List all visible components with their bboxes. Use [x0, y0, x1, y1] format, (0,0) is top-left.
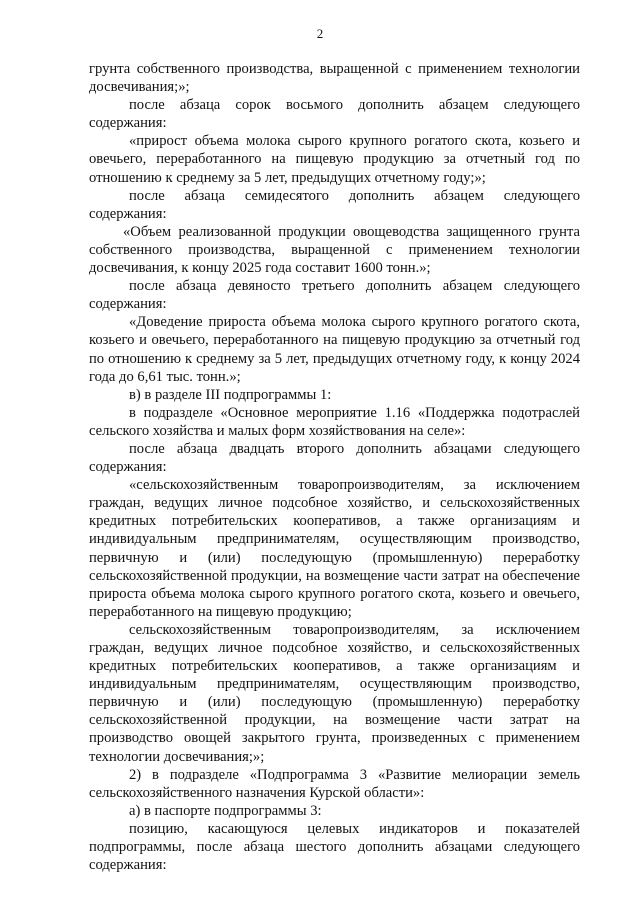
paragraph: а) в паспорте подпрограммы 3: — [129, 802, 322, 819]
paragraph: грунта собственного производства, выращенной с применением технологии досвечивания;»; — [89, 61, 580, 96]
paragraph: в) в разделе III подпрограммы 1: — [129, 386, 332, 403]
document-body — [89, 60, 580, 874]
paragraph: «прирост объема молока сырого крупного рогатого скота, козьего и овечьего, переработанного на пищевую продукцию за отчетный год по отношению к среднему за 5 лет, предыдущих отчетному году;»; — [89, 133, 580, 186]
paragraph: после абзаца двадцать второго дополнить абзацами следующего содержания: — [89, 440, 580, 476]
paragraph: в подразделе «Основное мероприятие 1.16 «Поддержка подотраслей сельского хозяйства и малых форм хозяйствования на селе»: — [89, 404, 580, 439]
paragraph: сельскохозяйственным товаропроизводителям, за исключением граждан, ведущих личное подсобное хозяйство, и сельскохозяйственных кредитных потребительских кооперативов, а также организациям и индивидуальным предпринимателям, осуществляющим производство, первичную и (или) последующую (промышленную) переработку сельскохозяйственной продукции, на возмещение части затрат на производство овощей закрытого грунта, произведенных с применением технологии досвечивания;»; — [89, 621, 580, 765]
paragraph: «сельскохозяйственным товаропроизводителям, за исключением граждан, ведущих личное подсобное хозяйство, и сельскохозяйственных кредитных потребительских кооперативов, а также организациям и индивидуальным предпринимателям, осуществляющим производство, первичную и (или) последующую (промышленную) переработку сельскохозяйственной продукции, на возмещение части затрат на обеспечение прироста объема молока сырого крупного рогатого скота, козьего и овечьего, переработанного на пищевую продукцию; — [89, 477, 580, 620]
paragraph: после абзаца сорок восьмого дополнить абзацем следующего содержания: — [89, 97, 580, 132]
paragraph: после абзаца семидесятого дополнить абзацем следующего содержания: — [89, 187, 580, 222]
paragraph: 2) в подразделе «Подпрограмма 3 «Развитие мелиорации земель сельскохозяйственного назначения Курской области»: — [89, 766, 580, 801]
paragraph: «Объем реализованной продукции овощеводства защищенного грунта собственного производства, выращенной с применением технологии досвечивания, к концу 2025 года составит 1600 тонн.»; — [89, 223, 580, 277]
page-number: 2 — [316, 26, 324, 41]
paragraph: после абзаца девяносто третьего дополнить абзацем следующего содержания: — [89, 278, 580, 313]
paragraph: позицию, касающуюся целевых индикаторов и показателей подпрограммы, после абзаца шестого дополнить абзацами следующего содержания: — [89, 820, 580, 874]
paragraph: «Доведение прироста объема молока сырого крупного рогатого скота, козьего и овечьего, переработанного на пищевую продукцию за отчетный год по отношению к среднему за 5 лет, предыдущих отчетному году, к концу 2024 года до 6,61 тыс. тонн.»; — [89, 314, 580, 385]
